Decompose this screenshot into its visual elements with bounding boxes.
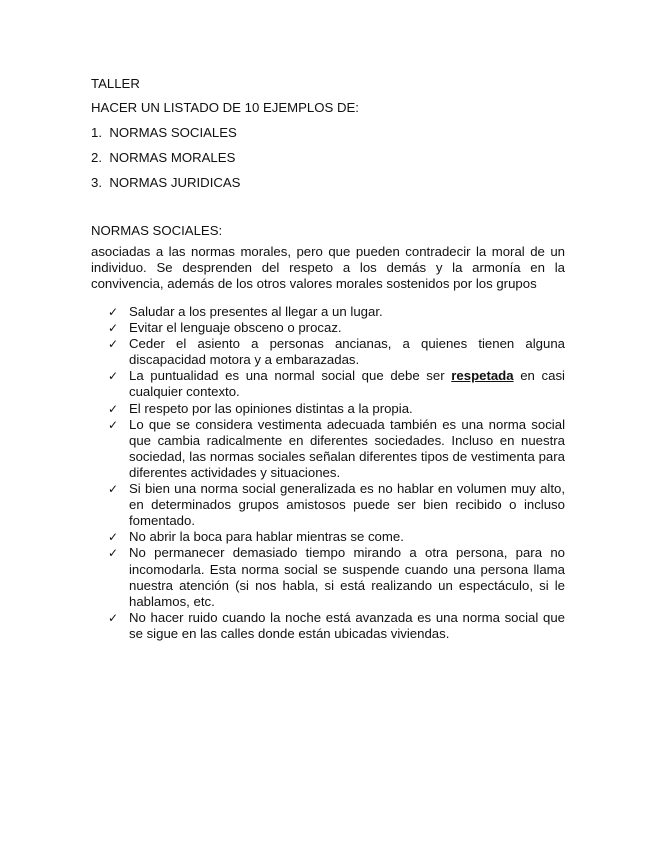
bullet-text: Ceder el asiento a personas ancianas, a quienes tienen alguna discapacidad motora y a embarazadas. xyxy=(129,336,565,368)
list-label: NORMAS SOCIALES xyxy=(109,125,237,140)
emphasized-word: respetada xyxy=(451,368,514,384)
list-label: NORMAS MORALES xyxy=(109,150,236,165)
checkmark-icon: ✓ xyxy=(108,305,119,319)
bullet-item xyxy=(108,304,565,320)
bullet-item xyxy=(108,481,565,529)
list-item xyxy=(91,150,235,165)
checkmark-icon: ✓ xyxy=(108,530,119,545)
section-title: NORMAS SOCIALES: xyxy=(91,223,223,238)
bullet-text: No permanecer demasiado tiempo mirando a otra persona, para no incomodarla. Esta norma social se suspende cuando una persona llama nuestra atención (si nos habla, si está realizando un espectáculo, si le hablamos, etc. xyxy=(129,545,565,609)
bullet-text: Evitar el lenguaje obsceno o procaz. xyxy=(129,320,342,336)
list-number: 3. xyxy=(91,175,102,190)
list-number: 1. xyxy=(91,125,102,140)
bullet-item xyxy=(108,545,565,609)
bullet-item xyxy=(108,320,565,336)
bullet-text: Si bien una norma social generalizada es no hablar en volumen muy alto, en determinados grupos amistosos puede ser bien recibido o incluso fomentado. xyxy=(129,481,565,529)
checkmark-icon: ✓ xyxy=(108,337,119,352)
checkmark-icon: ✓ xyxy=(108,610,119,625)
bullet-list xyxy=(108,304,565,642)
checkmark-icon: ✓ xyxy=(108,417,119,432)
checkmark-icon: ✓ xyxy=(108,321,119,336)
list-number: 2. xyxy=(91,150,102,165)
checkmark-icon: ✓ xyxy=(108,401,119,416)
bullet-text: Lo que se considera vestimenta adecuada también es una norma social que cambia radicalmente en diferentes sociedades. Incluso en nuestra sociedad, las normas sociales señalan diferentes tipos de vestimenta para diferentes actividades y situaciones. xyxy=(129,416,565,480)
list-item xyxy=(91,175,240,190)
bullet-text: No hacer ruido cuando la noche está avanzada es una norma social que se sigue en las calles donde están ubicadas viviendas. xyxy=(129,609,565,641)
checkmark-icon: ✓ xyxy=(108,369,119,384)
bullet-item xyxy=(108,529,565,545)
bullet-text: Saludar a los presentes al llegar a un lugar. xyxy=(129,304,383,319)
list-label: NORMAS JURIDICAS xyxy=(109,175,241,190)
bullet-item xyxy=(108,417,565,481)
doc-title: TALLER xyxy=(91,76,140,91)
bullet-item xyxy=(108,610,565,642)
bullet-text-after: en casi cualquier contexto. xyxy=(129,368,565,400)
bullet-item xyxy=(108,401,565,417)
bullet-item xyxy=(108,336,565,368)
instruction: HACER UN LISTADO DE 10 EJEMPLOS DE: xyxy=(91,100,359,115)
intro-paragraph: asociadas a las normas morales, pero que pueden contradecir la moral de un individuo. Se desprenden del respeto a los demás y la armonía en la convivencia, además de los otros valores morales sostenidos por los grupos xyxy=(91,244,565,292)
list-item xyxy=(91,125,237,140)
bullet-text-before: La puntualidad es una normal social que debe ser xyxy=(129,368,452,384)
checkmark-icon: ✓ xyxy=(108,546,119,561)
bullet-text: El respeto por las opiniones distintas a la propia. xyxy=(129,400,413,416)
bullet-text: No abrir la boca para hablar mientras se come. xyxy=(129,529,404,545)
bullet-item xyxy=(108,368,565,400)
checkmark-icon: ✓ xyxy=(108,482,119,497)
